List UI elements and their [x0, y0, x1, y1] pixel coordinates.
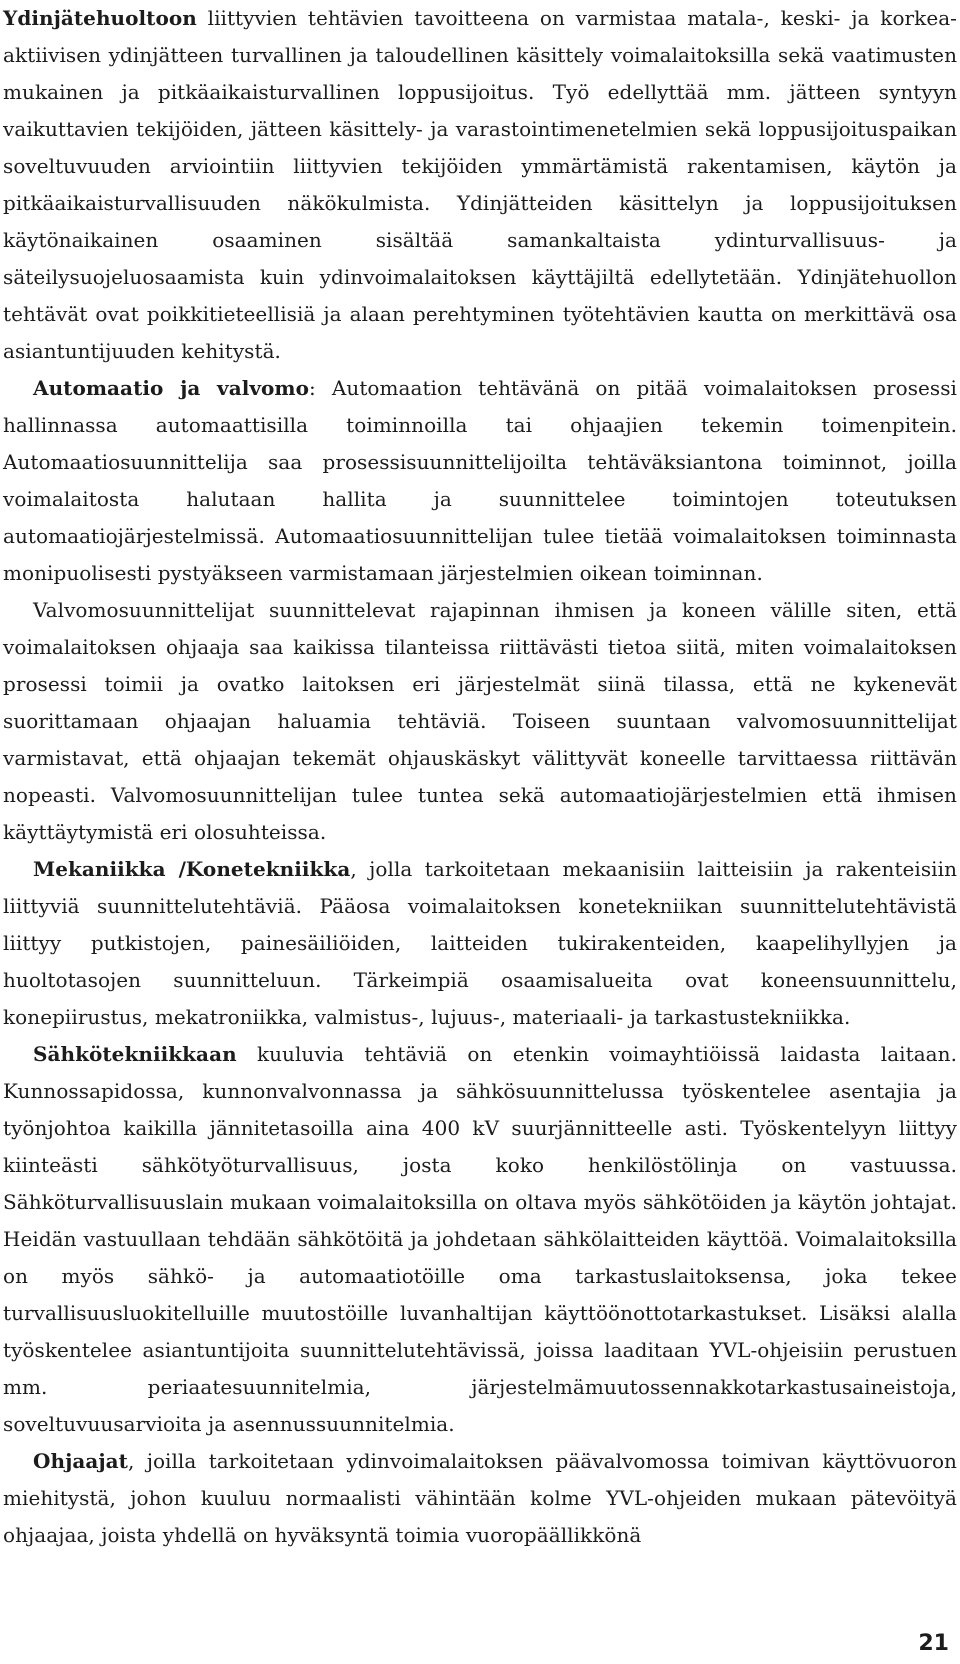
paragraph-lead: Ydinjätehuoltoon	[3, 6, 197, 30]
paragraph-ydinjatehuolto	[3, 0, 957, 370]
paragraph-automaatio	[3, 370, 957, 592]
paragraph-mekaniikka	[3, 851, 957, 1036]
paragraph-text: : Automaation tehtävänä on pitää voimalaitoksen prosessi hallinnassa automaattisilla toiminnoilla tai ohjaajien tekemin toimenpitein. Automaatiosuunnittelija saa prosessisuunnittelijoilta tehtäväksiantona toiminnot, joilla voimalaitosta halutaan hallita ja suunnittelee toimintojen toteutuksen automaatiojärjestelmissä. Automaatiosuunnittelijan tulee tietää voimalaitoksen toiminnasta monipuolisesti pystyäkseen varmistamaan järjestelmien oikean toiminnan.	[3, 376, 957, 585]
paragraph-ohjaajat	[3, 1443, 957, 1554]
paragraph-lead: Mekaniikka /Konetekniikka	[33, 857, 351, 881]
page-number: 21	[918, 1631, 949, 1656]
paragraph-text: , joilla tarkoitetaan ydinvoimalaitoksen päävalvomossa toimivan käyttövuoron miehitystä, johon kuuluu normaalisti vähintään kolme YVL-ohjeiden mukaan pätevöityä ohjaajaa, joista yhdellä on hyväksyntä toimia vuoropäällikkönä	[3, 1449, 957, 1547]
paragraph-text: , jolla tarkoitetaan mekaanisiin laitteisiin ja rakenteisiin liittyviä suunnittelutehtäviä. Pääosa voimalaitoksen konetekniikan suunnittelutehtävistä liittyy putkistojen, painesäiliöiden, laitteiden tukirakenteiden, kaapelihyllyjen ja huoltotasojen suunnitteluun. Tärkeimpiä osaamisalueita ovat koneensuunnittelu, konepiirustus, mekatroniikka, valmistus-, lujuus-, materiaali- ja tarkastustekniikka.	[3, 857, 958, 1029]
paragraph-lead: Ohjaajat	[33, 1449, 128, 1473]
paragraph-valvomo	[3, 592, 957, 851]
paragraph-text: liittyvien tehtävien tavoitteena on varmistaa matala-, keski- ja korkea-aktiivisen ydinjätteen turvallinen ja taloudellinen käsittely voimalaitoksilla sekä vaatimusten mukainen ja pitkäaikaisturvallinen loppusijoitus. Työ edellyttää mm. jätteen syntyyn vaikuttavien tekijöiden, jätteen käsittely- ja varastointimenetelmien sekä loppusijoituspaikan soveltuvuuden arviointiin liittyvien tekijöiden ymmärtämistä rakentamisen, käytön ja pitkäaikaisturvallisuuden näkökulmista. Ydinjätteiden käsittelyn ja loppusijoituksen käytönaikainen osaaminen sisältää samankaltaista ydinturvallisuus- ja säteilysuojeluosaamista kuin ydinvoimalaitoksen käyttäjiltä edellytetään. Ydinjätehuollon tehtävät ovat poikkitieteellisiä ja alaan perehtyminen työtehtävien kautta on merkittävä osa asiantuntijuuden kehitystä.	[3, 6, 957, 363]
paragraph-text: kuuluvia tehtäviä on etenkin voimayhtiöissä laidasta laitaan. Kunnossapidossa, kunnonvalvonnassa ja sähkösuunnittelussa työskentelee asentajia ja työnjohtoa kaikilla jännitetasoilla aina 400 kV suurjännitteelle asti. Työskentelyyn liittyy kiinteästi sähkötyöturvallisuus, josta koko henkilöstölinja on vastuussa. Sähköturvallisuuslain mukaan voimalaitoksilla on oltava myös sähkötöiden ja käytön johtajat. Heidän vastuullaan tehdään sähkötöitä ja johdetaan sähkölaitteiden käyttöä. Voimalaitoksilla on myös sähkö- ja automaatiotöille oma tarkastuslaitoksensa, joka tekee turvallisuusluokitelluille muutostöille luvanhaltijan käyttöönottotarkastukset. Lisäksi alalla työskentelee asiantuntijoita suunnittelutehtävissä, joissa laaditaan YVL-ohjeisiin perustuen mm. periaatesuunnitelmia, järjestelmämuutossennakkotarkastusaineistoja, soveltuvuusarvioita ja asennussuunnitelmia.	[3, 1042, 957, 1436]
paragraph-lead: Automaatio ja valvomo	[33, 376, 310, 400]
paragraph-text: Valvomosuunnittelijat suunnittelevat rajapinnan ihmisen ja koneen välille siten, että voimalaitoksen ohjaaja saa kaikissa tilanteissa riittävästi tietoa siitä, miten voimalaitoksen prosessi toimii ja ovatko laitoksen eri järjestelmät siinä tilassa, että ne kykenevät suorittamaan ohjaajan haluamia tehtäviä. Toiseen suuntaan valvomosuunnittelijat varmistavat, että ohjaajan tekemät ohjauskäskyt välittyvät koneelle tarvittaessa riittävän nopeasti. Valvomosuunnittelijan tulee tuntea sekä automaatiojärjestelmien että ihmisen käyttäytymistä eri olosuhteissa.	[3, 598, 957, 844]
paragraph-lead: Sähkötekniikkaan	[33, 1042, 237, 1066]
paragraph-sahkotekniikka	[3, 1036, 957, 1443]
document-body	[3, 0, 957, 1554]
